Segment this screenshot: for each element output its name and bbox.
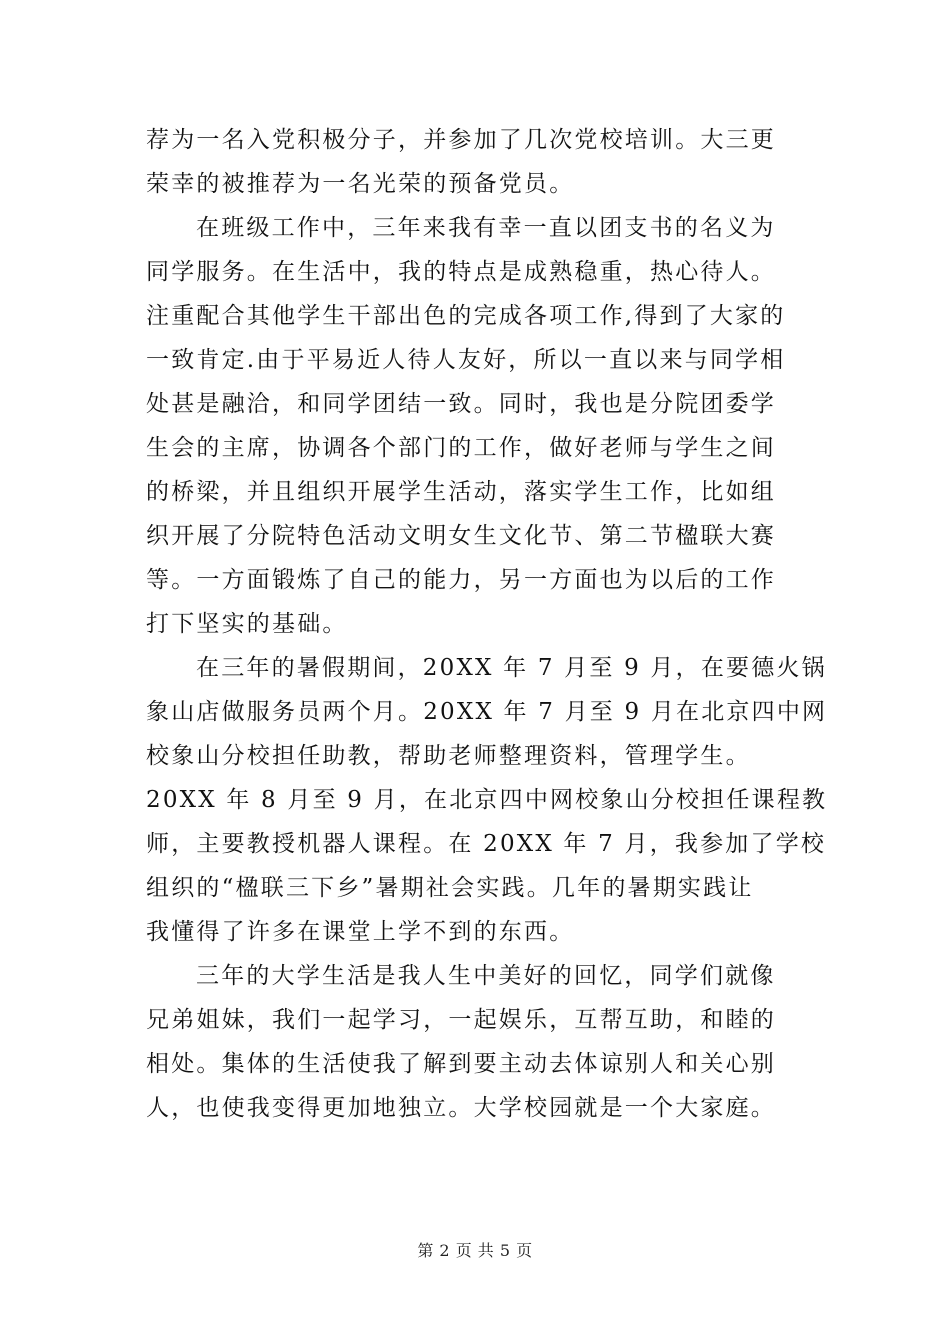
text-line: 相处。集体的生活使我了解到要主动去体谅别人和关心别	[146, 1051, 776, 1077]
document-body	[146, 118, 828, 1130]
text-line: 等。一方面锻炼了自己的能力，另一方面也为以后的工作	[146, 567, 776, 593]
text-line: 20XX 年 8 月至 9 月，在北京四中网校象山分校担任课程教	[146, 787, 828, 813]
paragraph-first-line: 在班级工作中，三年来我有幸一直以团支书的名义为	[196, 215, 776, 241]
page-footer	[0, 1241, 950, 1261]
paragraph-first-line: 三年的大学生活是我人生中美好的回忆，同学们就像	[196, 963, 776, 989]
page-number-label: 第 2 页 共 5 页	[417, 1241, 533, 1260]
text-line: 生会的主席，协调各个部门的工作，做好老师与学生之间	[146, 435, 776, 461]
text-line: 师，主要教授机器人课程。在 20XX 年 7 月，我参加了学校	[146, 831, 827, 857]
text-line: 处甚是融洽，和同学团结一致。同时，我也是分院团委学	[146, 391, 776, 417]
text-line: 打下坚实的基础。	[146, 611, 348, 637]
text-line: 组织的“楹联三下乡”暑期社会实践。几年的暑期实践让	[146, 875, 754, 901]
text-line: 一致肯定.由于平易近人待人友好，所以一直以来与同学相	[146, 347, 786, 373]
text-line: 象山店做服务员两个月。20XX 年 7 月至 9 月在北京四中网	[146, 699, 828, 725]
text-line: 的桥梁，并且组织开展学生活动，落实学生工作，比如组	[146, 479, 776, 505]
text-line: 校象山分校担任助教，帮助老师整理资料，管理学生。	[146, 743, 751, 769]
text-line: 我懂得了许多在课堂上学不到的东西。	[146, 919, 575, 945]
paragraph-first-line: 在三年的暑假期间，20XX 年 7 月至 9 月，在要德火锅	[196, 655, 827, 681]
text-line: 荣幸的被推荐为一名光荣的预备党员。	[146, 171, 575, 197]
text-line: 人，也使我变得更加地独立。大学校园就是一个大家庭。	[146, 1095, 776, 1121]
text-line: 同学服务。在生活中，我的特点是成熟稳重，热心待人。	[146, 259, 776, 285]
text-line: 荐为一名入党积极分子，并参加了几次党校培训。大三更	[146, 127, 776, 153]
text-line: 织开展了分院特色活动文明女生文化节、第二节楹联大赛	[146, 523, 776, 549]
text-line: 注重配合其他学生干部出色的完成各项工作,得到了大家的	[146, 303, 786, 329]
text-line: 兄弟姐妹，我们一起学习，一起娱乐，互帮互助，和睦的	[146, 1007, 776, 1033]
